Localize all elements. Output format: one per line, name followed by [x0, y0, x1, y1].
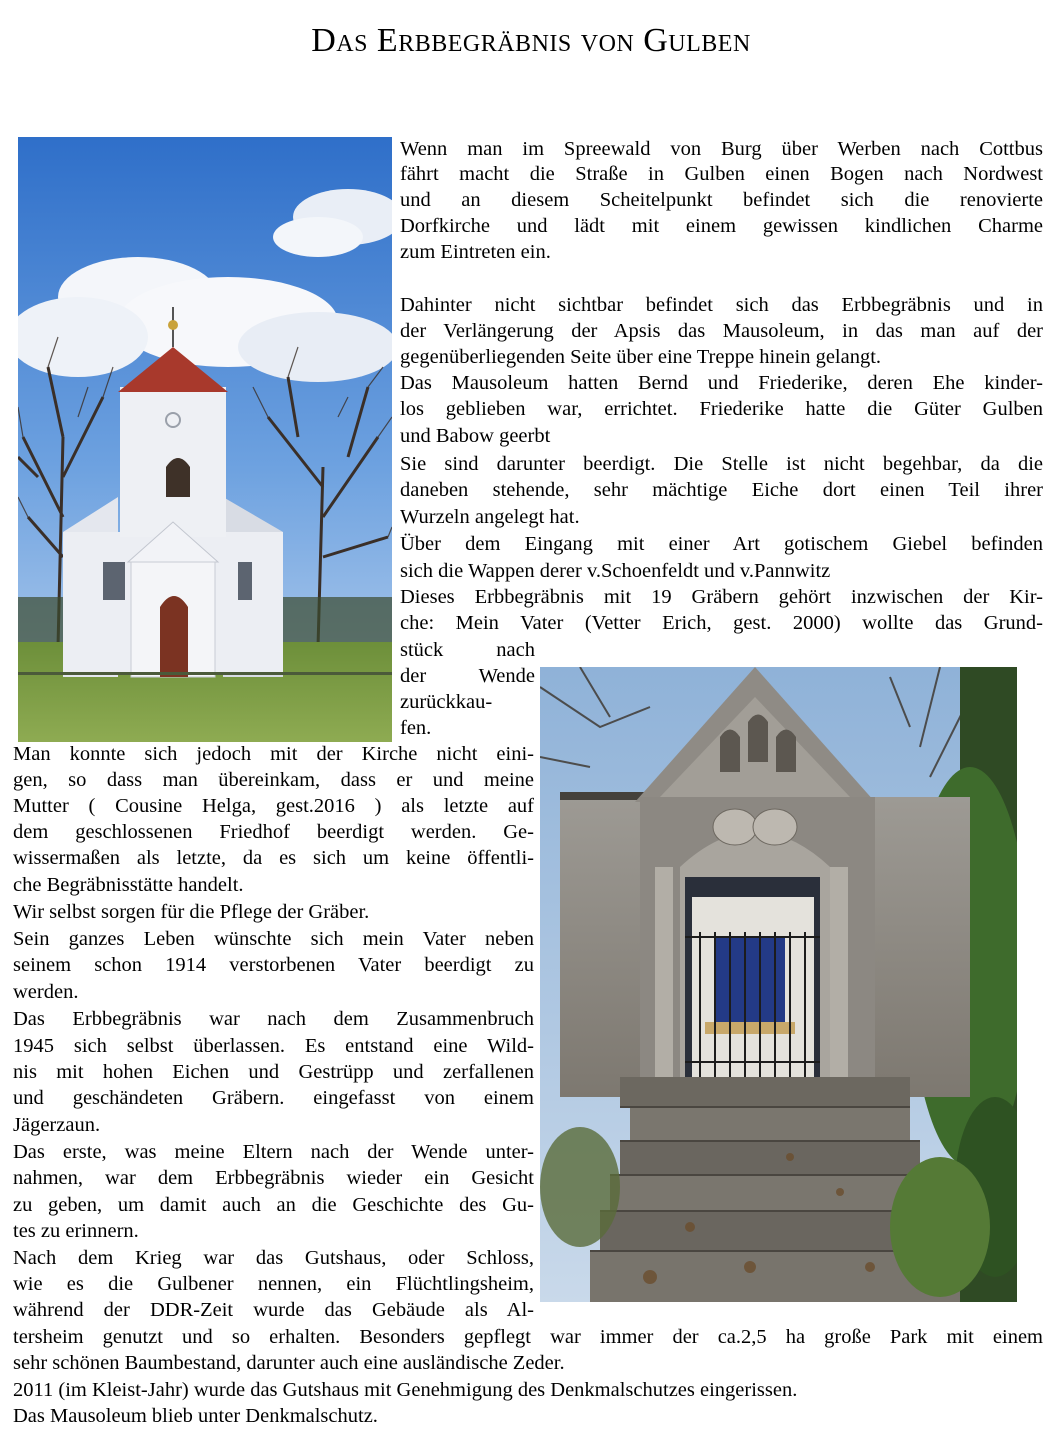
text-line: tersheim genutzt und so erhalten. Besonders gepflegt war immer der ca.2,5 ha große Park mit einem — [13, 1326, 1043, 1348]
text-line: während der DDR-Zeit wurde das Gebäude als Al- — [13, 1299, 534, 1321]
text-line: Dorfkirche und lädt mit einem gewissen kindlichen Charme — [400, 215, 1043, 237]
text-line: Wir selbst sorgen für die Pflege der Gräber. — [13, 901, 370, 923]
text-line: che Begräbnisstätte handelt. — [13, 874, 244, 896]
text-line: wissermaßen als letzte, da es sich um keine öffentli- — [13, 847, 534, 869]
text-line: los geblieben war, errichtet. Friederike hatte die Güter Gulben — [400, 398, 1043, 420]
text-line: Wurzeln angelegt hat. — [400, 506, 580, 528]
text-line: che: Mein Vater (Vetter Erich, gest. 2000) wollte das Grund- — [400, 612, 1043, 634]
text-line: Nach dem Krieg war das Gutshaus, oder Schloss, — [13, 1247, 534, 1269]
text-line: Mutter ( Cousine Helga, gest.2016 ) als letzte auf — [13, 795, 534, 817]
text-line: Über dem Eingang mit einer Art gotischem Giebel befinden — [400, 533, 1043, 555]
text-line: der Verlängerung der Apsis das Mausoleum, in das man auf der — [400, 320, 1043, 342]
text-line: und an diesem Scheitelpunkt befindet sich die renovierte — [400, 189, 1043, 211]
mausoleum-photo — [540, 667, 1017, 1302]
text-line: sich die Wappen derer v.Schoenfeldt und v.Pannwitz — [400, 560, 831, 582]
text-line: und Babow geerbt — [400, 425, 551, 447]
text-line: fährt macht die Straße in Gulben einen Bogen nach Nordwest — [400, 163, 1043, 185]
text-line: Wenn man im Spreewald von Burg über Werben nach Cottbus — [400, 138, 1043, 160]
text-line: zurückkau- — [400, 691, 493, 713]
text-line: nis mit hohen Eichen und Gestrüpp und zerfallenen — [13, 1061, 534, 1083]
text-line: Sie sind darunter beerdigt. Die Stelle ist nicht begehbar, da die — [400, 453, 1043, 475]
text-line: seinem schon 1914 verstorbenen Vater beerdigt zu — [13, 954, 534, 976]
text-line: Dieses Erbbegräbnis mit 19 Gräbern gehört inzwischen der Kir- — [400, 586, 1043, 608]
text-line: dem geschlossenen Friedhof beerdigt werden. Ge- — [13, 821, 534, 843]
text-line: sehr schönen Baumbestand, darunter auch eine ausländische Zeder. — [13, 1352, 565, 1374]
text-line: zu geben, um damit auch an die Geschichte des Gu- — [13, 1194, 534, 1216]
text-line: Jägerzaun. — [13, 1114, 101, 1136]
text-line: gegenüberliegenden Seite über eine Treppe hinein gelangt. — [400, 346, 882, 368]
text-line: stück nach — [400, 639, 535, 661]
text-line: zum Eintreten ein. — [400, 241, 551, 263]
text-line: Dahinter nicht sichtbar befindet sich das Erbbegräbnis und in — [400, 294, 1043, 316]
church-photo — [18, 137, 392, 742]
text-line: Sein ganzes Leben wünschte sich mein Vater neben — [13, 928, 534, 950]
text-line: 2011 (im Kleist-Jahr) wurde das Gutshaus mit Genehmigung des Denkmalschutzes eingerissen. — [13, 1379, 798, 1401]
text-line: nahmen, war dem Erbbegräbnis wieder ein Gesicht — [13, 1167, 534, 1189]
text-line: 1945 sich selbst überlassen. Es entstand eine Wild- — [13, 1035, 534, 1057]
text-line: daneben stehende, sehr mächtige Eiche dort einen Teil ihrer — [400, 479, 1043, 501]
text-line: gen, so dass man übereinkam, dass er und meine — [13, 769, 534, 791]
text-line: werden. — [13, 981, 79, 1003]
text-line: der Wende — [400, 665, 535, 687]
text-line: Man konnte sich jedoch mit der Kirche nicht eini- — [13, 743, 534, 765]
text-line: und geschändeten Gräbern. eingefasst von einem — [13, 1087, 534, 1109]
text-line: Das Erbbegräbnis war nach dem Zusammenbruch — [13, 1008, 534, 1030]
text-line: fen. — [400, 717, 432, 739]
page-title: Das Erbbegräbnis von Gulben — [311, 22, 751, 59]
text-line: tes zu erinnern. — [13, 1220, 139, 1242]
text-line: Das Mausoleum hatten Bernd und Friederike, deren Ehe kinder- — [400, 372, 1043, 394]
text-line: wie es die Gulbener nennen, ein Flüchtlingsheim, — [13, 1273, 534, 1295]
text-line: Das Mausoleum blieb unter Denkmalschutz. — [13, 1405, 378, 1427]
text-line: Das erste, was meine Eltern nach der Wende unter- — [13, 1141, 534, 1163]
